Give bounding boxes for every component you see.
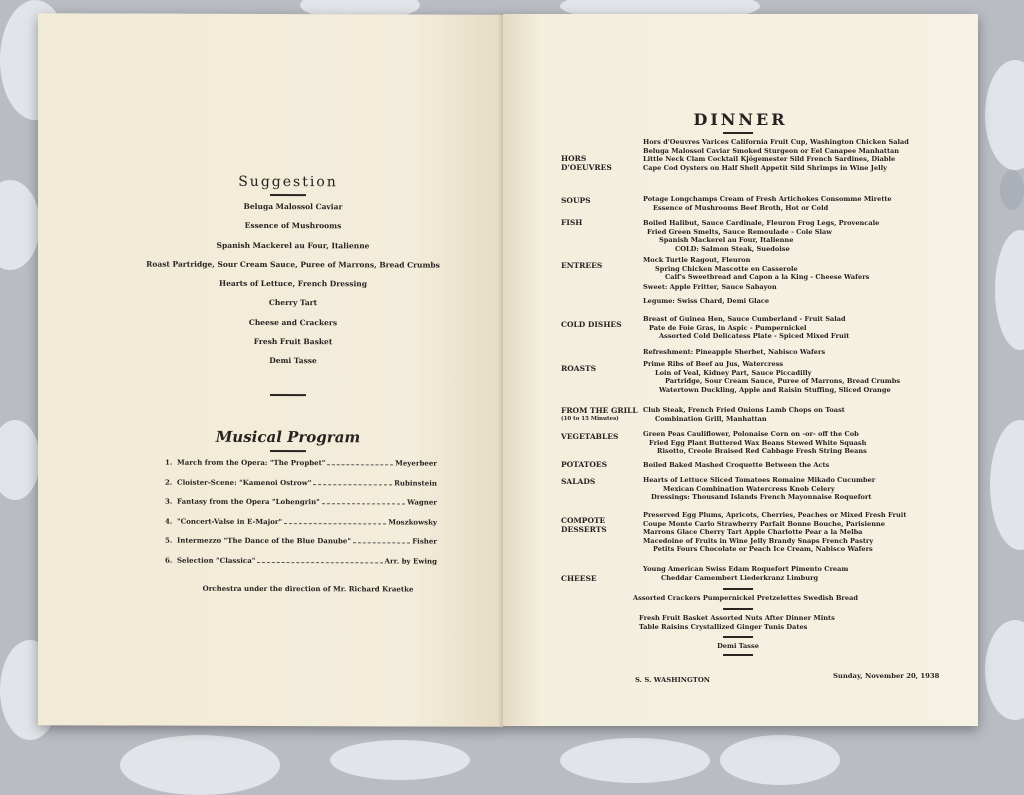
fruit-items: Fresh Fruit Basket Assorted Nuts After Dinner Mints Table Raisins Crystallized Ginger Tunis Dates xyxy=(639,614,835,631)
cold-items: Breast of Guinea Hen, Sauce Cumberland - Fruit Salad Pate de Foie Gras, in Aspic - Pumpernickel Assorted Cold Delicatess Plate - Spiced Mixed Fruit xyxy=(643,315,850,341)
item-number: 5. xyxy=(165,535,173,545)
list-item xyxy=(165,536,437,556)
list-item xyxy=(165,477,437,497)
divider xyxy=(270,394,306,396)
fish-items: Boiled Halibut, Sauce Cardinale, Fleuron Frog Legs, Provencale Fried Green Smelts, Sauce Remoulade - Cole Slaw Spanish Mackerel au Four, Italienne COLD: Salmon Steak, Suedoise xyxy=(643,219,880,253)
divider xyxy=(723,654,753,656)
list-item: Hearts of Lettuce, French Dressing xyxy=(218,279,367,289)
crackers-line: Assorted Crackers Pumpernickel Pretzelettes Swedish Bread xyxy=(633,594,858,602)
desserts-items: Preserved Egg Plums, Apricots, Cherries, Peaches or Mixed Fresh Fruit Coupe Monte Carlo Strawberry Parfait Bonne Bouche, Parisienne Marrons Glace Cherry Tart Apple Charlotte Pear a la Melba Macedoine of Fruits in Wine Jelly Brandy Snaps French Pastry Petits Fours Chocolate or Peach Ice Cream, Nabisco Wafers xyxy=(643,511,907,554)
divider xyxy=(723,132,753,134)
list-item xyxy=(165,516,437,536)
leader-dots xyxy=(327,458,393,465)
divider xyxy=(270,194,306,196)
composer: Moszkowsky xyxy=(388,516,437,527)
refreshment-line: Refreshment: Pineapple Sherbet, Nabisco Wafers xyxy=(643,348,826,356)
list-item: Demi Tasse xyxy=(269,356,317,366)
veg-items: Green Peas Cauliflower, Polonaise Corn on -or- off the Cob Fried Egg Plant Buttered Wax Beans Stewed White Squash Risotto, Creole Braised Red Cabbage Fresh String Beans xyxy=(643,430,867,456)
orchestra-note: Orchestra under the direction of Mr. Richard Kraetke xyxy=(202,583,414,594)
composer: Wagner xyxy=(407,497,437,507)
piece-title: March from the Opera: "The Propbet" xyxy=(177,457,326,468)
list-item: Beluga Malossol Caviar xyxy=(243,201,343,212)
salads-items: Hearts of Lettuce Sliced Tomatoes Romaine Mikado Cucumber Mexican Combination Watercress Knob Celery Dressings: Thousand Islands French Mayonnaise Roquefort xyxy=(643,476,876,502)
piece-title: "Concert-Valse in E-Major" xyxy=(177,516,283,526)
ship-name: S. S. WASHINGTON xyxy=(635,676,710,684)
left-page xyxy=(38,13,503,727)
roasts-items: Prime Ribs of Beef au Jus, Watercress Loin of Veal, Kidney Part, Sauce Piccadilly Partridge, Sour Cream Sauce, Puree of Marrons, Bread Crumbs Watertown Duckling, Apple and Raisin Stuffing, Sliced Orange xyxy=(643,360,901,394)
piece-title: Cloister-Scene: "Kamenoi Ostrow" xyxy=(177,477,312,487)
item-number: 4. xyxy=(165,516,173,526)
list-item: Roast Partridge, Sour Cream Sauce, Puree of Marrons, Bread Crumbs xyxy=(146,259,440,270)
sweet-line: Sweet: Apple Fritter, Sauce Sabayon xyxy=(643,283,777,291)
music-title: Musical Program xyxy=(215,427,361,447)
divider xyxy=(723,636,753,638)
potatoes-items: Boiled Baked Mashed Croquette Between the Acts xyxy=(643,461,830,469)
divider xyxy=(723,608,753,610)
category-salads: SALADS xyxy=(561,477,596,486)
category-entrees: ENTREES xyxy=(561,261,603,270)
list-item: Spanish Mackerel au Four, Italienne xyxy=(216,240,370,250)
list-item xyxy=(165,458,437,478)
category-cold-dishes: COLD DISHES xyxy=(561,320,622,329)
legume-line: Legume: Swiss Chard, Demi Glace xyxy=(643,297,770,305)
music-list xyxy=(165,458,437,576)
divider xyxy=(723,588,753,590)
leader-dots xyxy=(322,497,405,504)
category-roasts: ROASTS xyxy=(561,364,596,373)
composer: Arr. by Ewing xyxy=(384,555,437,566)
category-grill: FROM THE GRILL (10 to 15 Minutes) xyxy=(561,406,638,422)
grill-items: Club Steak, French Fried Onions Lamb Chops on Toast Combination Grill, Manhattan xyxy=(643,406,845,423)
piece-title: Selection "Classica" xyxy=(177,555,256,565)
item-number: 3. xyxy=(165,496,173,506)
composer: Rubinstein xyxy=(394,477,437,488)
right-page xyxy=(503,14,978,726)
menu-booklet xyxy=(38,14,978,726)
leader-dots xyxy=(284,517,386,524)
item-number: 2. xyxy=(165,477,173,487)
menu-date: Sunday, November 20, 1938 xyxy=(833,672,940,680)
hors-items: Hors d'Oeuvres Varices California Fruit Cup, Washington Chicken Salad Beluga Malossol Caviar Smoked Sturgeon or Eel Canapee Manhattan Little Neck Clam Cocktail Kjögemester Sild French Sardines, Diable Cape Cod Oysters on Half Shell Appetit Sild Shrimps in Wine Jelly xyxy=(643,138,909,172)
leader-dots xyxy=(313,478,392,485)
piece-title: Intermezzo "The Dance of the Blue Danube" xyxy=(177,535,352,546)
category-hors: HORS D'OEUVRES xyxy=(561,154,612,172)
piece-title: Fantasy from the Opera "Lohengrin" xyxy=(177,496,320,507)
divider xyxy=(270,450,306,452)
category-soups: SOUPS xyxy=(561,196,591,205)
list-item: Essence of Mushrooms xyxy=(244,221,342,231)
demi-tasse: Demi Tasse xyxy=(717,642,759,650)
list-item xyxy=(165,497,437,517)
category-vegetables: VEGETABLES xyxy=(561,432,619,441)
leader-dots xyxy=(257,555,382,562)
leader-dots xyxy=(353,536,410,543)
category-potatoes: POTATOES xyxy=(561,460,607,469)
category-cheese: CHEESE xyxy=(561,574,597,583)
list-item: Cherry Tart xyxy=(268,298,318,308)
soups-items: Potage Longchamps Cream of Fresh Artichokes Consomme Mirette Essence of Mushrooms Beef Broth, Hot or Cold xyxy=(643,195,892,212)
list-item xyxy=(165,555,437,575)
item-number: 1. xyxy=(165,457,173,467)
list-item: Fresh Fruit Basket xyxy=(253,337,333,347)
category-compote-desserts: COMPOTE DESSERTS xyxy=(561,516,607,534)
suggestion-title: Suggestion xyxy=(238,173,338,191)
item-number: 6. xyxy=(165,555,173,565)
suggestion-list xyxy=(146,201,440,377)
composer: Meyerbeer xyxy=(395,458,437,468)
category-fish: FISH xyxy=(561,218,583,227)
entrees-items: Mock Turtle Ragout, Fleuron Spring Chicken Mascotte en Casserole Calf's Sweetbread and Capon a la King - Cheese Wafers xyxy=(643,256,870,282)
list-item: Cheese and Crackers xyxy=(248,317,338,328)
cheese-items: Young American Swiss Edam Roquefort Pimento Cream Cheddar Camembert Liederkranz Limburg xyxy=(643,565,849,582)
dinner-title: DINNER xyxy=(693,110,788,129)
composer: Fisher xyxy=(412,536,437,546)
